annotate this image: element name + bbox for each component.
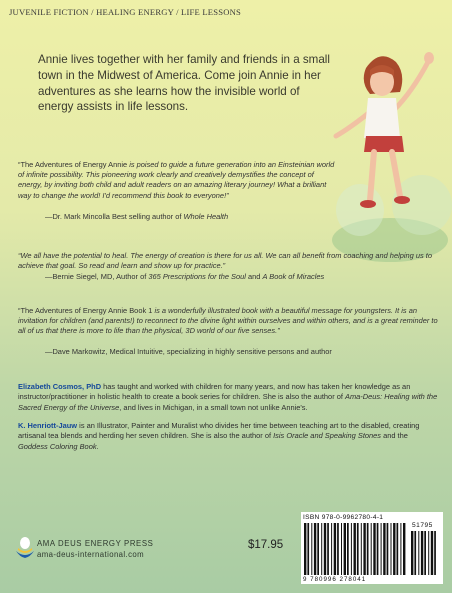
category-label: JUVENILE FICTION / HEALING ENERGY / LIFE LESSONS [9,7,241,17]
isbn-number: ISBN 978-0-9962780-4-1 [303,514,384,521]
publisher-name: AMA DEUS ENERGY PRESS [37,539,154,548]
book-description: Annie lives together with her family and friends in a small town in the Midwest of America. Come join Annie in her adventures as she learns how the invisible world of energy assists in life lessons. [38,53,330,114]
illustrator-name: K. Henriott-Jauw [18,421,78,430]
publisher-url: ama-deus-international.com [37,550,145,559]
barcode-supplement-number: 51795 [412,522,433,529]
illustrator-bio: K. Henriott-Jauw is an Illustrator, Painter and Muralist who divides her time between teaching art to the disabled, creating artisanal tea blends and herding her seven children. She is also the author of Isis Oracle and Speaking Stones and the Goddess Coloring Book. [18,421,420,451]
annie-illustration [330,40,452,265]
quote-attribution-siegel: —Bernie Siegel, MD, Author of 365 Prescriptions for the Soul and A Book of Miracles [45,272,325,281]
barcode-bars [303,523,407,575]
publisher-logo-icon [14,535,36,559]
author-name: Elizabeth Cosmos, PhD [18,382,102,391]
quote-mincolla: “The Adventures of Energy Annie is poised to guide a future generation into an Einsteinian world of infinite possibility. This pioneering work clearly and creatively demystifies the concept of energy, by inviting both child and adult readers on an amazing literary journey! What a brilliant way to change the world! I'd recommend this book to everyone!” [18,160,335,200]
author-bio: Elizabeth Cosmos, PhD has taught and worked with children for many years, and now has taken her knowledge as an instructor/practitioner in holistic health to create a book series for children. She is also the author of Ama-Deus: Healing with the Sacred Energy of the Universe, and lives in Michigan, in a small town not unlike Annie's. [18,382,438,412]
price-label: $17.95 [248,539,284,551]
quote-markowitz: “The Adventures of Energy Annie Book 1 is a wonderfully illustrated book with a beautiful message for youngsters. It is an invitation for children (and parents!) to reconnect to the divine light within ourselves and within others, and is a great reminder to all of us that there is more to life than the physical, 3D world of our five senses.” [18,306,438,336]
barcode-number: 9 780996 278041 [303,576,367,583]
quote-attribution-mincolla: —Dr. Mark Mincolla Best selling author of Whole Health [45,212,229,221]
quote-siegel: “We all have the potential to heal. The energy of creation is there for us all. We can all benefit from coaching and helping us to achieve that goal. So read and learn and show up for practice.” [18,251,432,271]
barcode-supplement-bars [410,531,440,575]
quote-attribution-markowitz: —Dave Markowitz, Medical Intuitive, specializing in highly sensitive persons and author [45,347,332,356]
